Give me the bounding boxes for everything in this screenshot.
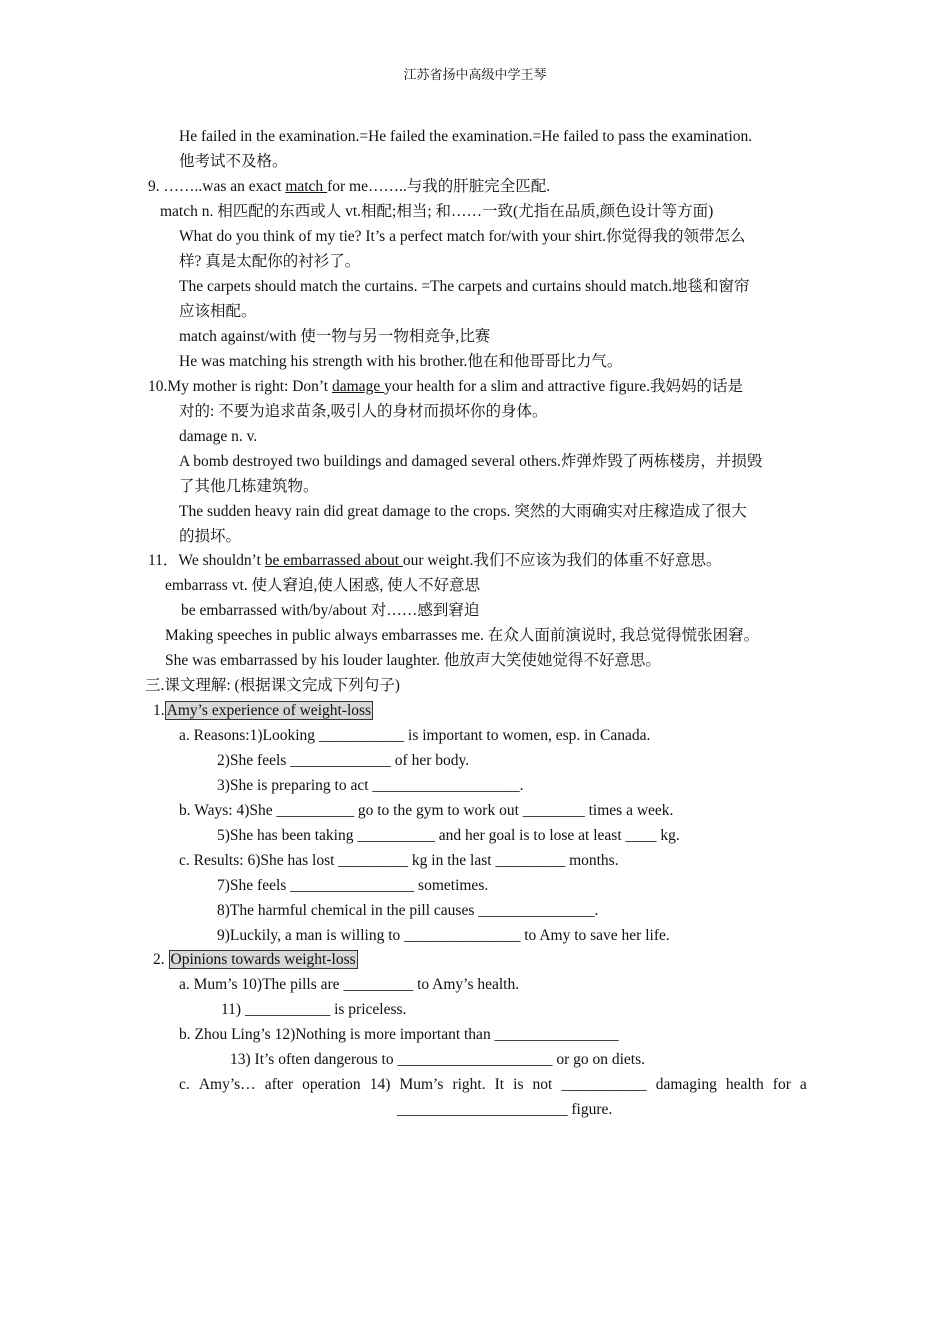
exercise-line: 3)She is preparing to act ___________________. — [217, 777, 524, 794]
text-line: 了其他几栋建筑物。 — [179, 478, 319, 495]
word: is — [513, 1076, 524, 1093]
exercise-line: 8)The harmful chemical in the pill causes _______________. — [217, 902, 599, 919]
text-line: 样? 真是太配你的衬衫了。 — [179, 253, 361, 270]
text-span: 1. — [153, 702, 165, 719]
keyword-damage: damage — [332, 378, 385, 395]
section-heading: 三.课文理解: (根据课文完成下列句子) — [145, 677, 400, 694]
text-line: 他考试不及格。 — [179, 153, 288, 170]
exercise-line: c. Results: 6)She has lost _________ kg in the last _________ months. — [179, 852, 619, 869]
definition-line: embarrass vt. 使人窘迫,使人困惑, 使人不好意思 — [165, 577, 481, 594]
page-header: 江苏省扬中高级中学王琴 — [403, 67, 547, 82]
exercise-line: 11) ___________ is priceless. — [221, 1001, 407, 1018]
definition-line: match n. 相匹配的东西或人 vt.相配;相当; 和……一致(尤指在品质,颜色设计等方面) — [160, 203, 714, 220]
exercise-line: a. Reasons:1)Looking ___________ is important to women, esp. in Canada. — [179, 727, 651, 744]
exercise-line-justified — [179, 1075, 807, 1095]
word: ___________ — [561, 1076, 647, 1093]
word: operation — [302, 1076, 361, 1093]
text-line: She was embarrassed by his louder laughter. 他放声大笑使她觉得不好意思。 — [165, 652, 661, 669]
subsection-1 — [153, 701, 373, 721]
text-span: your health for a slim and attractive figure.我妈妈的话是 — [384, 378, 744, 395]
word: It — [494, 1076, 505, 1093]
exercise-line: 13) It’s often dangerous to ____________________ or go on diets. — [230, 1051, 646, 1068]
text-line: Making speeches in public always embarrasses me. 在众人面前演说时, 我总觉得慌张困窘。 — [165, 627, 760, 644]
subsection-title: Amy’s experience of weight-loss — [166, 702, 372, 719]
exercise-line: ______________________ figure. — [397, 1101, 613, 1118]
text-line: 应该相配。 — [179, 303, 257, 320]
keyword-match: match — [285, 178, 328, 195]
word: 14) — [369, 1076, 391, 1093]
text-line: 的损坏。 — [179, 528, 242, 545]
exercise-line: 9)Luckily, a man is willing to _______________ to Amy to save her life. — [217, 927, 670, 944]
text-line: He failed in the examination.=He failed the examination.=He failed to pass the examination. — [179, 128, 753, 145]
word: health — [725, 1076, 764, 1093]
word: a — [799, 1076, 807, 1093]
word: c. — [179, 1076, 190, 1093]
definition-line: damage n. v. — [179, 428, 258, 445]
word: Mum’s — [399, 1076, 444, 1093]
subsection-title: Opinions towards weight-loss — [170, 951, 356, 968]
item-11 — [148, 551, 722, 571]
word: right. — [452, 1076, 486, 1093]
exercise-line: a. Mum’s 10)The pills are _________ to Amy’s health. — [179, 976, 520, 993]
text-span: our weight.我们不应该为我们的体重不好意思。 — [402, 552, 722, 569]
item-10 — [148, 377, 743, 397]
text-line: The carpets should match the curtains. =The carpets and curtains should match.地毯和窗帘 — [179, 278, 750, 295]
keyword-embarrassed: be embarrassed about — [264, 552, 403, 569]
text-span: 10.My mother is right: Don’t — [148, 378, 332, 395]
text-line: A bomb destroyed two buildings and damaged several others.炸弹炸毁了两栋楼房，并损毁 — [179, 453, 763, 470]
text-span: for me……..与我的肝脏完全匹配. — [327, 178, 551, 195]
exercise-line: 2)She feels _____________ of her body. — [217, 752, 470, 769]
word: after — [264, 1076, 294, 1093]
word: damaging — [655, 1076, 717, 1093]
text-line: match against/with 使一物与另一物相竞争,比赛 — [179, 328, 491, 345]
exercise-line: 7)She feels ________________ sometimes. — [217, 877, 489, 894]
subsection-2 — [153, 950, 358, 970]
word: Amy’s… — [198, 1076, 256, 1093]
exercise-line: b. Zhou Ling’s 12)Nothing is more important than ________________ — [179, 1026, 619, 1043]
exercise-line: b. Ways: 4)She __________ go to the gym to work out ________ times a week. — [179, 802, 674, 819]
text-line: 对的: 不要为追求苗条,吸引人的身材而损坏你的身体。 — [179, 403, 548, 420]
text-span: 11．We shouldn’t — [148, 552, 265, 569]
word: not — [532, 1076, 553, 1093]
exercise-line: 5)She has been taking __________ and her goal is to lose at least ____ kg. — [217, 827, 680, 844]
text-span: 9. ……..was an exact — [148, 178, 286, 195]
word: for — [772, 1076, 791, 1093]
text-line: be embarrassed with/by/about 对……感到窘迫 — [181, 602, 480, 619]
item-9 — [148, 177, 550, 197]
text-span: 2. — [153, 951, 169, 968]
text-line: He was matching his strength with his brother.他在和他哥哥比力气。 — [179, 353, 623, 370]
text-line: The sudden heavy rain did great damage to the crops. 突然的大雨确实对庄稼造成了很大 — [179, 503, 747, 520]
text-line: What do you think of my tie? It’s a perfect match for/with your shirt.你觉得我的领带怎么 — [179, 228, 746, 245]
